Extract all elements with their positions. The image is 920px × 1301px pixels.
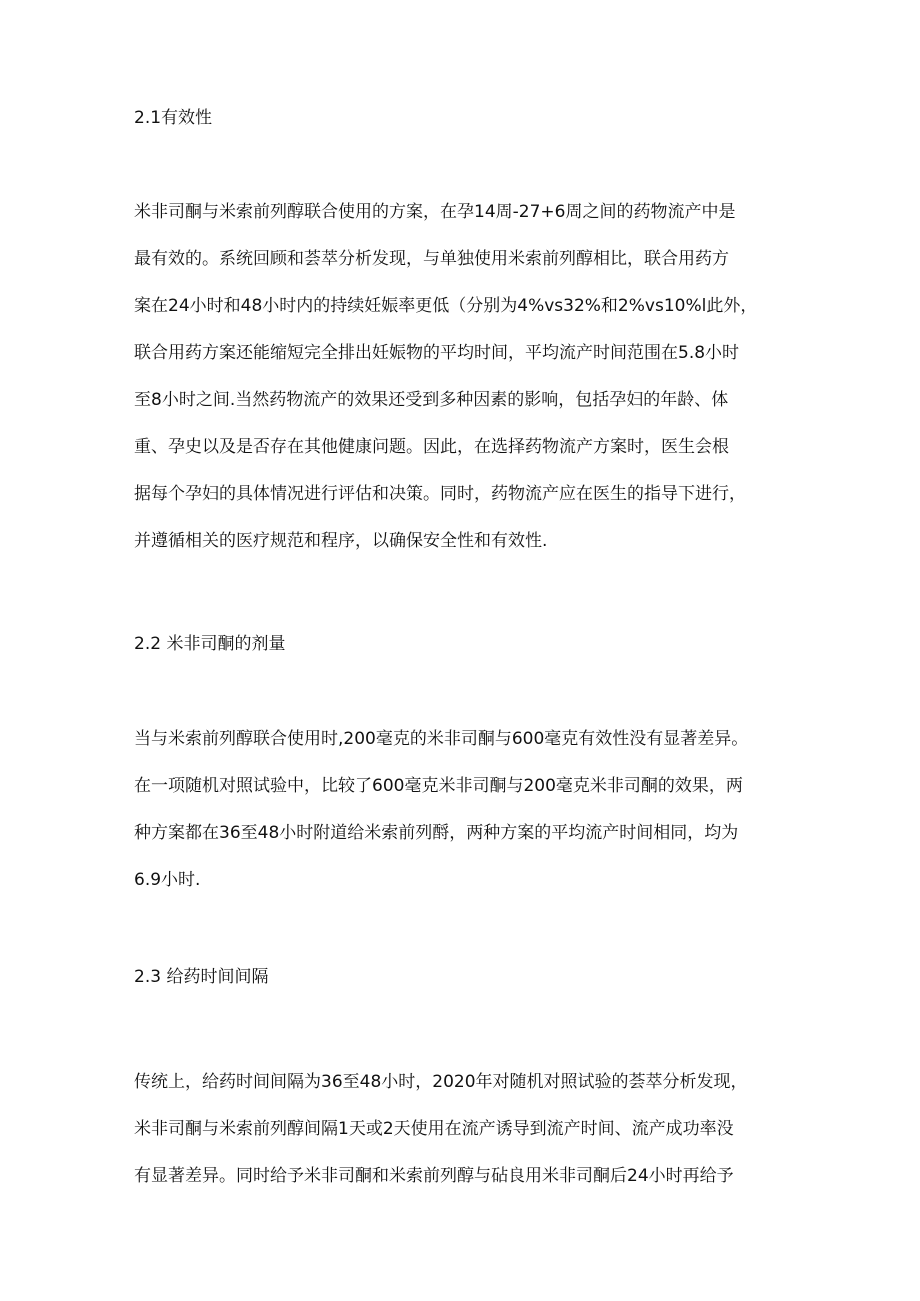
paragraph-line: 至8小时之间.当然药物流产的效果还受到多种因素的影响，包括孕妇的年龄、体 xyxy=(134,390,729,410)
paragraph-line: 有显著差异。同时给予米非司酮和米索前列醇与砧良用米非司酮后24小时再给予 xyxy=(134,1166,734,1186)
paragraph-line: 重、孕史以及是否存在其他健康问题。因此，在选择药物流产方案时，医生会根 xyxy=(134,437,729,457)
paragraph-line: 据每个孕妇的具体情况进行评估和决策。同时，药物流产应在医生的指导下进行， xyxy=(134,484,746,504)
paragraph-line: 种方案都在36至48小时附道给米索前列酹，两种方案的平均流产时间相同，均为 xyxy=(134,823,739,843)
paragraph-line: 米非司酮与米索前列醇联合使用的方案，在孕14周-27+6周之间的药物流产中是 xyxy=(134,202,736,222)
paragraph-line: 传统上，给药时间间隔为36至48小时，2020年对随机对照试验的荟萃分析发现， xyxy=(134,1072,748,1092)
section-heading-efficacy: 2.1有效性 xyxy=(134,108,213,128)
paragraph-line: 联合用药方案还能缩短完全排出妊娠物的平均时间，平均流产时间范围在5.8小时 xyxy=(134,343,740,363)
paragraph-line: 案在24小时和48小时内的持续妊娠率更低（分别为4%vs32%和2%vs10%l此外， xyxy=(134,296,758,316)
section-heading-dosage: 2.2 米非司酮的剂量 xyxy=(134,634,286,654)
paragraph-line: 6.9小时. xyxy=(134,870,201,890)
paragraph-line: 在一项随机对照试验中，比较了600毫克米非司酮与200毫克米非司酮的效果，两 xyxy=(134,776,743,796)
paragraph-line: 并遵循相关的医疗规范和程序，以确保安全性和有效性. xyxy=(134,531,548,551)
section-heading-interval: 2.3 给药时间间隔 xyxy=(134,967,269,987)
paragraph-dosage xyxy=(134,716,794,904)
paragraph-efficacy xyxy=(134,189,794,565)
paragraph-line: 当与米索前列醇联合使用时,200毫克的米非司酮与600毫克有效性没有显著差异。 xyxy=(134,729,749,749)
paragraph-line: 米非司酮与米索前列醇间隔1天或2天使用在流产诱导到流产时间、流产成功率没 xyxy=(134,1119,734,1139)
paragraph-interval xyxy=(134,1059,794,1200)
paragraph-line: 最有效的。系统回顾和荟萃分析发现，与单独使用米索前列醇相比，联合用药方 xyxy=(134,249,729,269)
